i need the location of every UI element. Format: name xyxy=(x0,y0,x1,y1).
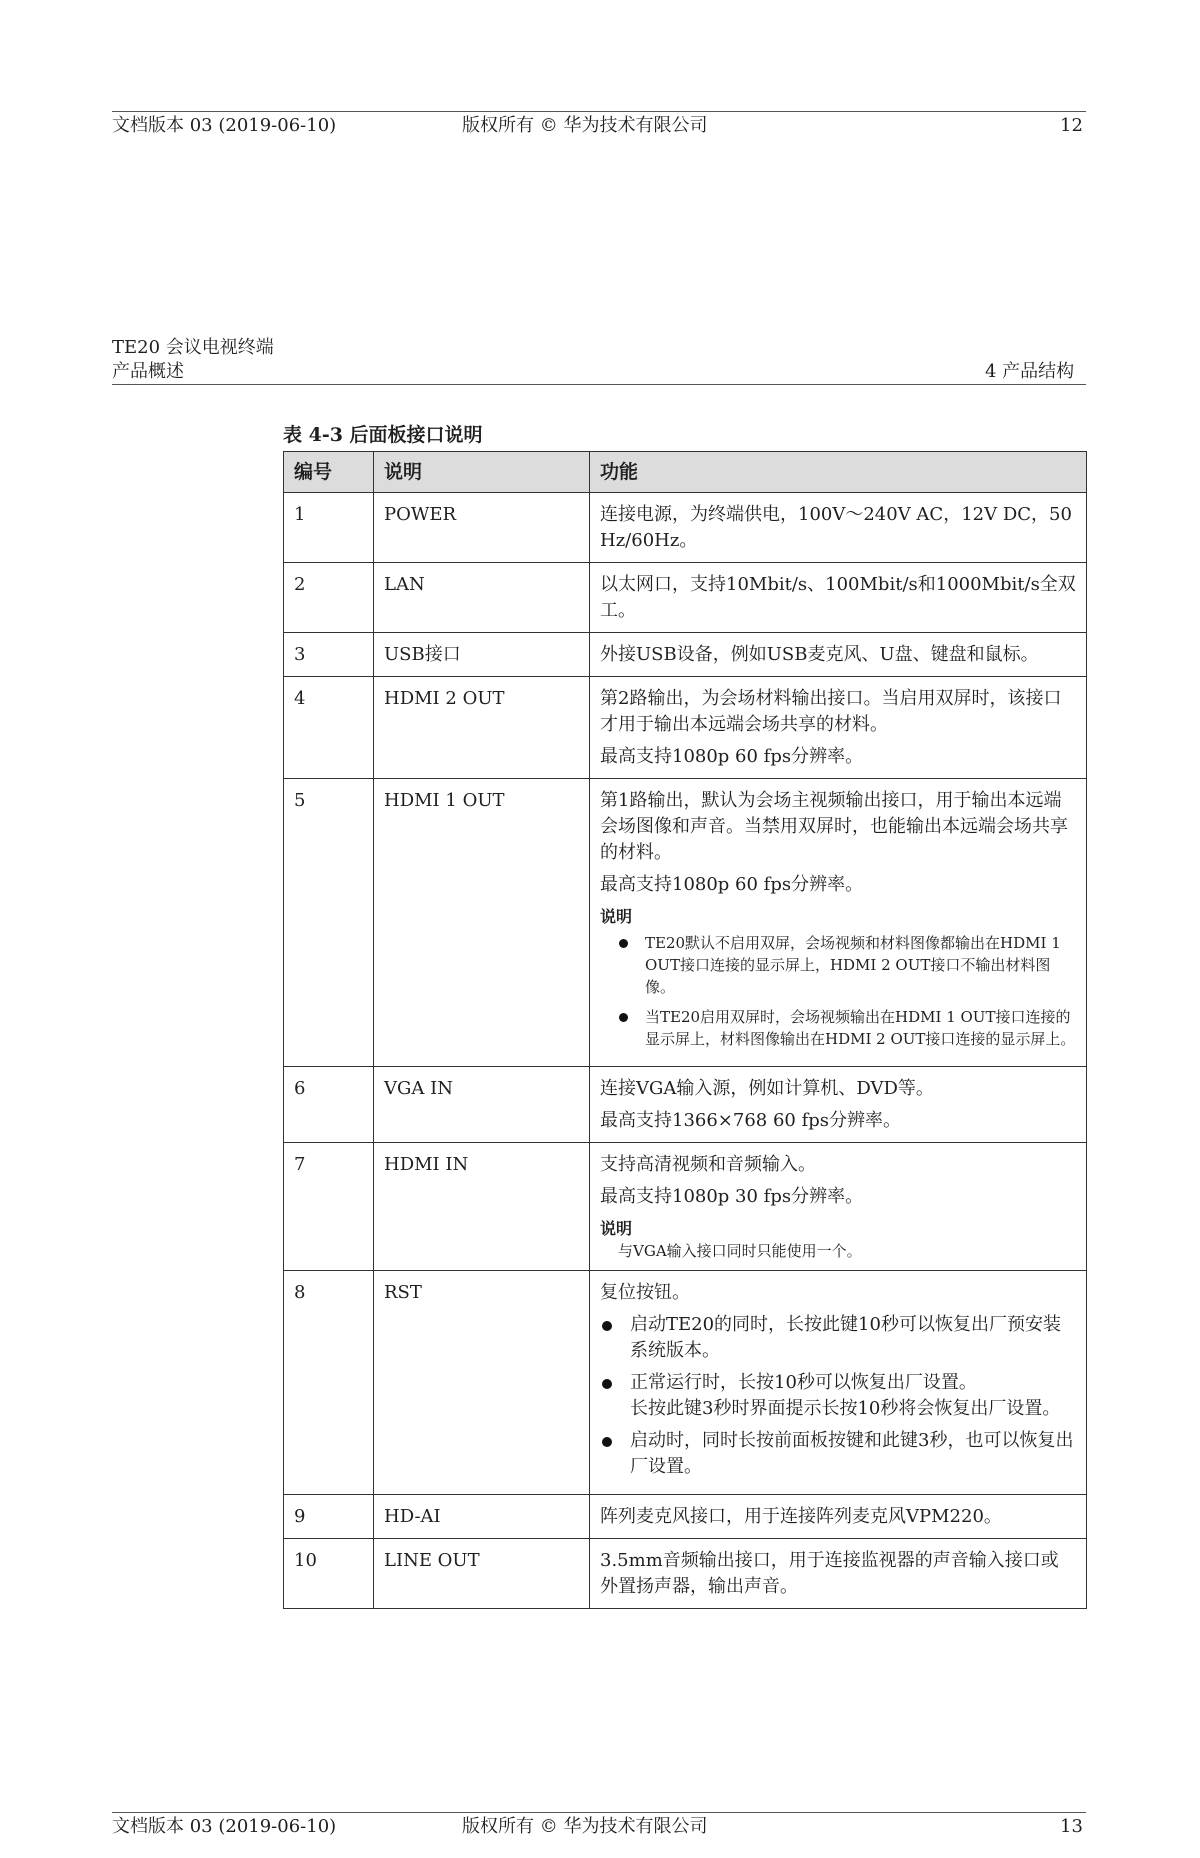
header-number: 编号 xyxy=(284,452,374,493)
header-chapter: 4 产品结构 xyxy=(985,361,1075,382)
header-product-name: TE20 会议电视终端 xyxy=(112,337,274,358)
port-function xyxy=(590,1067,1087,1143)
port-name: HDMI 2 OUT xyxy=(374,677,590,779)
row-number: 3 xyxy=(284,633,374,677)
bottom-footer-version: 文档版本 03 (2019-06-10) xyxy=(112,1816,337,1837)
list-item xyxy=(630,1428,1076,1480)
function-text: 最高支持1080p 60 fps分辨率。 xyxy=(600,874,864,895)
port-name: USB接口 xyxy=(374,633,590,677)
port-function xyxy=(590,677,1087,779)
function-text: 第1路输出，默认为会场主视频输出接口，用于输出本远端会场图像和声音。当禁用双屏时，也能输出本远端会场共享的材料。 xyxy=(600,790,1068,863)
row-number: 8 xyxy=(284,1271,374,1495)
table-row xyxy=(284,633,1087,677)
top-footer-copyright: 版权所有 © 华为技术有限公司 xyxy=(462,115,708,136)
table-row xyxy=(284,1143,1087,1271)
function-text: 最高支持1080p 60 fps分辨率。 xyxy=(600,746,864,767)
list-item xyxy=(630,1312,1076,1364)
function-text: 阵列麦克风接口，用于连接阵列麦克风VPM220。 xyxy=(600,1506,1002,1527)
top-footer-version: 文档版本 03 (2019-06-10) xyxy=(112,115,337,136)
port-function xyxy=(590,1495,1087,1539)
bullet-icon xyxy=(619,939,628,948)
function-text: 最高支持1080p 30 fps分辨率。 xyxy=(600,1186,864,1207)
function-text: 支持高清视频和音频输入。 xyxy=(600,1154,816,1175)
note-text: 与VGA输入接口同时只能使用一个。 xyxy=(618,1242,862,1260)
list-item-text: 启动TE20的同时，长按此键10秒可以恢复出厂预安装系统版本。 xyxy=(630,1314,1061,1361)
port-function xyxy=(590,493,1087,563)
port-name: HDMI 1 OUT xyxy=(374,779,590,1067)
port-function xyxy=(590,1271,1087,1495)
port-name: VGA IN xyxy=(374,1067,590,1143)
function-text: 最高支持1366×768 60 fps分辨率。 xyxy=(600,1110,902,1131)
bottom-footer-rule xyxy=(112,1812,1086,1813)
port-function xyxy=(590,1143,1087,1271)
port-name: LAN xyxy=(374,563,590,633)
row-number: 5 xyxy=(284,779,374,1067)
row-number: 2 xyxy=(284,563,374,633)
list-item-text: 长按此键3秒时界面提示长按10秒将会恢复出厂设置。 xyxy=(630,1398,1061,1419)
note-item xyxy=(645,932,1076,998)
port-name: POWER xyxy=(374,493,590,563)
table-caption: 表 4-3 后面板接口说明 xyxy=(283,424,483,446)
note-list xyxy=(600,932,1076,1050)
bullet-icon xyxy=(619,1013,628,1022)
port-function xyxy=(590,779,1087,1067)
note-item-text: 当TE20启用双屏时，会场视频输出在HDMI 1 OUT接口连接的显示屏上，材料图像输出在HDMI 2 OUT接口连接的显示屏上。 xyxy=(645,1008,1076,1048)
port-function xyxy=(590,633,1087,677)
list-item-text: 正常运行时，长按10秒可以恢复出厂设置。 xyxy=(630,1372,977,1393)
function-text: 连接VGA输入源，例如计算机、DVD等。 xyxy=(600,1078,934,1099)
row-number: 1 xyxy=(284,493,374,563)
list-item-text: 启动时，同时长按前面板按键和此键3秒，也可以恢复出厂设置。 xyxy=(630,1430,1074,1477)
header-description: 说明 xyxy=(374,452,590,493)
header-doc-name: 产品概述 xyxy=(112,361,184,382)
port-name: HD-AI xyxy=(374,1495,590,1539)
top-footer-rule xyxy=(112,111,1086,112)
row-number: 6 xyxy=(284,1067,374,1143)
table-row xyxy=(284,1495,1087,1539)
function-text: 外接USB设备，例如USB麦克风、U盘、键盘和鼠标。 xyxy=(600,644,1039,665)
function-text: 以太网口，支持10Mbit/s、100Mbit/s和1000Mbit/s全双工。 xyxy=(600,574,1076,621)
top-footer-page-number: 12 xyxy=(1060,115,1083,136)
list-item xyxy=(630,1370,1076,1422)
header-function: 功能 xyxy=(590,452,1087,493)
table-row xyxy=(284,677,1087,779)
row-number: 10 xyxy=(284,1539,374,1609)
table-row xyxy=(284,1271,1087,1495)
table-row xyxy=(284,493,1087,563)
bullet-icon xyxy=(602,1379,612,1389)
rear-panel-ports-table xyxy=(283,451,1087,1609)
bullet-icon xyxy=(602,1321,612,1331)
table-row xyxy=(284,779,1087,1067)
port-name: LINE OUT xyxy=(374,1539,590,1609)
bottom-footer-page-number: 13 xyxy=(1060,1816,1083,1837)
table-row xyxy=(284,563,1087,633)
note-title: 说明 xyxy=(600,907,633,926)
row-number: 9 xyxy=(284,1495,374,1539)
port-function xyxy=(590,563,1087,633)
note-title: 说明 xyxy=(600,1219,633,1238)
header-rule xyxy=(112,384,1086,385)
function-text: 复位按钮。 xyxy=(600,1282,690,1303)
table-header-row xyxy=(284,452,1087,493)
port-function xyxy=(590,1539,1087,1609)
note-item xyxy=(645,1006,1076,1050)
function-text: 3.5mm音频输出接口，用于连接监视器的声音输入接口或外置扬声器，输出声音。 xyxy=(600,1550,1059,1597)
function-text: 连接电源，为终端供电，100V～240V AC，12V DC，50Hz/60Hz。 xyxy=(600,504,1072,551)
note-item-text: TE20默认不启用双屏，会场视频和材料图像都输出在HDMI 1 OUT接口连接的显示屏上，HDMI 2 OUT接口不输出材料图像。 xyxy=(645,934,1061,996)
bottom-footer-copyright: 版权所有 © 华为技术有限公司 xyxy=(462,1816,708,1837)
row-number: 4 xyxy=(284,677,374,779)
port-name: HDMI IN xyxy=(374,1143,590,1271)
bullet-icon xyxy=(602,1437,612,1447)
port-name: RST xyxy=(374,1271,590,1495)
row-number: 7 xyxy=(284,1143,374,1271)
table-row xyxy=(284,1067,1087,1143)
function-text: 第2路输出，为会场材料输出接口。当启用双屏时，该接口才用于输出本远端会场共享的材料。 xyxy=(600,688,1062,735)
reset-instructions-list xyxy=(600,1312,1076,1480)
table-row xyxy=(284,1539,1087,1609)
